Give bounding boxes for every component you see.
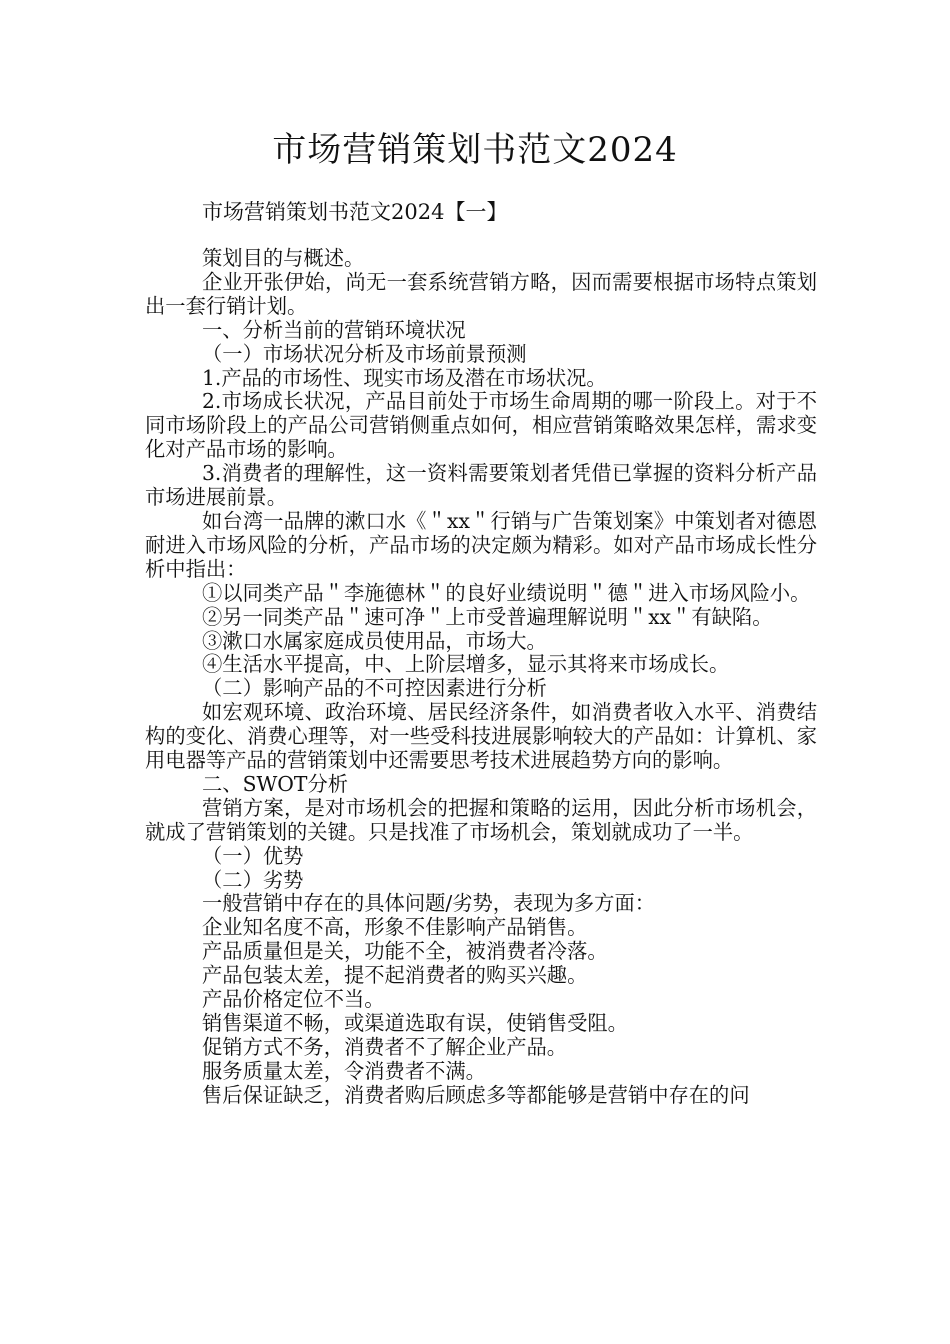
paragraph-marketing-plan: 营销方案，是对市场机会的把握和策略的运用，因此分析市场机会，就成了营销策划的关键。只是找准了市场机会，策划就成功了一半。: [145, 795, 817, 844]
paragraph-purpose: 策划目的与概述。: [202, 246, 365, 270]
document-body: [145, 247, 817, 1108]
paragraph-general-problems: 一般营销中存在的具体问题/劣势，表现为多方面：: [202, 891, 656, 916]
problem-item: 企业知名度不高，形象不佳影响产品销售。: [202, 915, 588, 940]
heading-environment-analysis: 一、分析当前的营销环境状况: [202, 317, 466, 342]
list-item-3: 3.消费者的理解性，这一资料需要策划者凭借已掌握的资料分析产品市场进展前景。: [145, 461, 817, 510]
point-1: ①以同类产品＂李施德林＂的良好业绩说明＂德＂进入市场风险小。: [202, 580, 811, 605]
problem-item: 销售渠道不畅，或渠道选取有误，使销售受阻。: [202, 1011, 628, 1035]
list-item-2: 2.市场成长状况，产品目前处于市场生命周期的哪一阶段上。对于不同市场阶段上的产品公司营销侧重点如何，相应营销策略效果怎样，需求变化对产品市场的影响。: [145, 389, 817, 462]
paragraph-overview: 企业开张伊始，尚无一套系统营销方略，因而需要根据市场特点策划出一套行销计划。: [145, 269, 817, 318]
problem-item: 产品价格定位不当。: [202, 987, 385, 1012]
problem-item: 售后保证缺乏，消费者购后顾虑多等都能够是营销中存在的问: [202, 1082, 750, 1107]
subheading-weaknesses: （二）劣势: [202, 867, 304, 892]
paragraph-taiwan-example: 如台湾一品牌的漱口水《＂xx＂行销与广告策划案》中策划者对德恩耐进入市场风险的分析，产品市场的决定颇为精彩。如对产品市场成长性分析中指出：: [145, 508, 817, 581]
section-heading: 市场营销策划书范文2024【一】: [202, 200, 508, 224]
problem-item: 促销方式不务，消费者不了解企业产品。: [202, 1034, 568, 1059]
problem-item: 产品质量但是关，功能不全，被消费者冷落。: [202, 939, 608, 964]
problem-item: 服务质量太差，令消费者不满。: [202, 1058, 486, 1083]
heading-swot: 二、SWOT分析: [202, 771, 349, 796]
problem-item: 产品包装太差，提不起消费者的购买兴趣。: [202, 963, 588, 988]
point-3: ③漱口水属家庭成员使用品，市场大。: [202, 628, 547, 653]
point-4: ④生活水平提高，中、上阶层增多，显示其将来市场成长。: [202, 652, 730, 677]
subheading-strengths: （一）优势: [202, 843, 304, 868]
subheading-uncontrollable-factors: （二）影响产品的不可控因素进行分析: [202, 676, 547, 701]
list-item-1: 1.产品的市场性、现实市场及潜在市场状况。: [202, 365, 607, 390]
subheading-market-status: （一）市场状况分析及市场前景预测: [202, 341, 527, 366]
point-2: ②另一同类产品＂速可净＂上市受普遍理解说明＂xx＂有缺陷。: [202, 604, 773, 629]
document-title: 市场营销策划书范文2024: [272, 130, 678, 170]
paragraph-macro-environment: 如宏观环境、政治环境、居民经济条件，如消费者收入水平、消费结构的变化、消费心理等，对一些受科技进展影响较大的产品如：计算机、家用电器等产品的营销策划中还需要思考技术进展趋势方向的影响。: [145, 700, 817, 773]
